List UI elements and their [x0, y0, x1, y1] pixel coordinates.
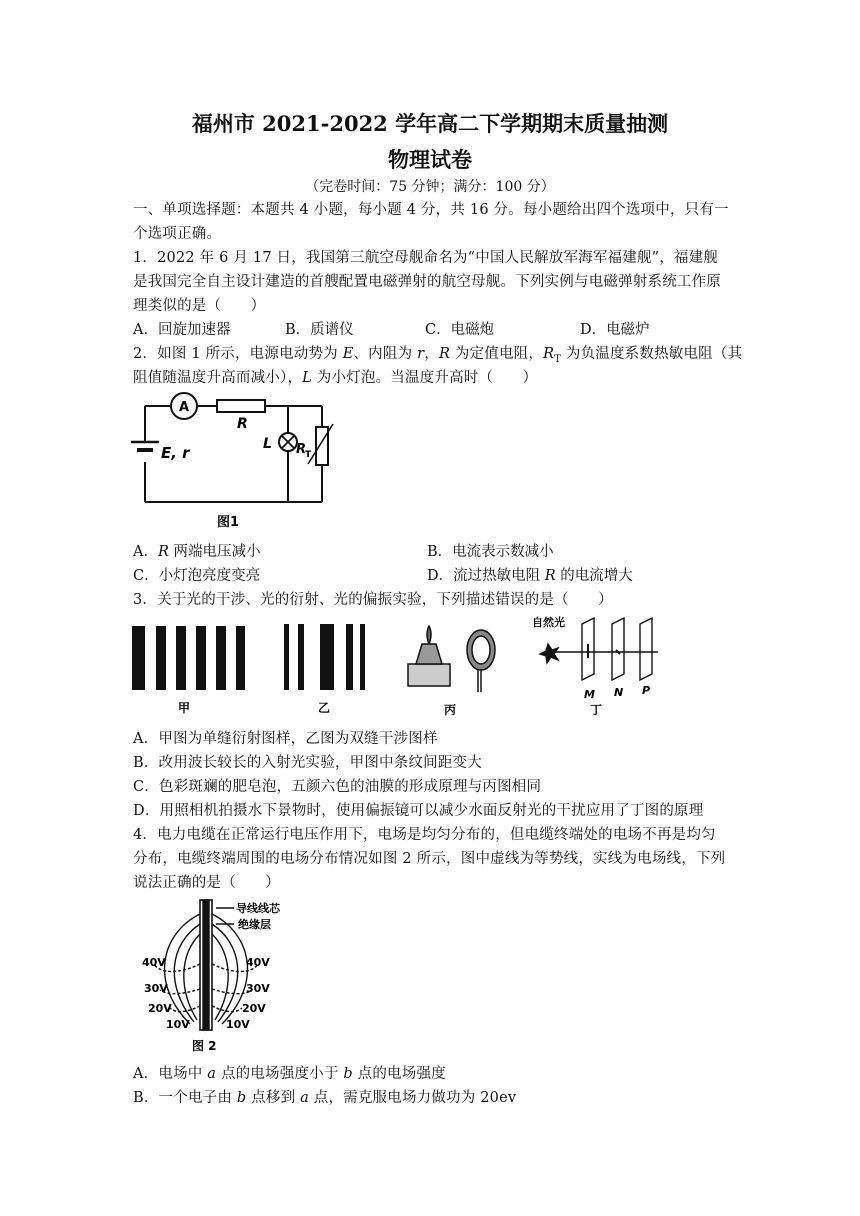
figure-1-caption: 图1	[217, 515, 240, 530]
q1-option-a: A．回旋加速器	[133, 322, 231, 338]
resistor-r-label: R	[237, 416, 248, 432]
thermistor-subscript: T	[305, 450, 312, 460]
exam-title: 福州市 2021-2022 学年高二下学期期末质量抽测	[191, 111, 669, 136]
q2-option-a: A．R 两端电压减小	[133, 544, 261, 560]
potential-10v-right: 10V	[226, 1018, 250, 1031]
exam-info: （完卷时间：75 分钟；满分：100 分）	[305, 179, 555, 195]
q2-text: 2．如图 1 所示，电源电动势为 E、内阻为 r，R 为定值电阻，$R_T$ 为负温度系数热敏电阻（其	[133, 346, 743, 365]
q1-text: 是我国完全自主设计建造的首艘配置电磁弹射的航空母舰。下列实例与电磁弹射系统工作原	[133, 274, 721, 290]
soap-film-apparatus	[408, 626, 495, 692]
ammeter-label: A	[178, 400, 190, 415]
q3-option-c: C．色彩斑斓的肥皂泡，五颜六色的油膜的形成原理与丙图相同	[133, 779, 542, 795]
potential-40v-left: 40V	[142, 956, 166, 969]
q2-option-d: D．流过热敏电阻 R 的电流增大	[427, 568, 633, 584]
panel-jia-label: 甲	[178, 701, 191, 715]
q2-option-b: B．电流表示数减小	[427, 544, 554, 560]
panel-ding-label: 丁	[590, 703, 603, 717]
subject-title: 物理试卷	[388, 147, 472, 172]
potential-40v-right: 40V	[246, 956, 270, 969]
potential-20v-right: 20V	[242, 1002, 266, 1015]
q4-option-a: A．电场中 a 点的电场强度小于 b 点的电场强度	[133, 1066, 446, 1082]
insulation-label: 绝缘层	[238, 918, 271, 931]
natural-light-label: 自然光	[532, 616, 565, 629]
q4-text: 4．电力电缆在正常运行电压作用下，电场是均匀分布的，但电缆终端处的电场不再是均匀	[133, 827, 716, 843]
section-instruction-cont: 个选项正确。	[133, 226, 222, 242]
figure-2-caption: 图 2	[192, 1039, 217, 1053]
double-slit-pattern	[284, 624, 365, 690]
q3-text: 3．关于光的干涉、光的衍射、光的偏振实验，下列描述错误的是（ ）	[133, 592, 613, 608]
q3-option-b: B．改用波长较长的入射光实验，甲图中条纹间距变大	[133, 755, 482, 771]
potential-10v-left: 10V	[166, 1018, 190, 1031]
resistor-r-icon	[217, 400, 265, 412]
q1-text: 1．2022 年 6 月 17 日，我国第三航空母舰命名为“中国人民解放军海军福建舰”，福建舰	[133, 250, 719, 266]
potential-20v-left: 20V	[148, 1002, 172, 1015]
q1-option-b: B．质谱仪	[285, 322, 354, 338]
q4-text: 分布，电缆终端周围的电场分布情况如图 2 所示，图中虚线为等势线，实线为电场线，下列	[133, 851, 726, 867]
q1-text: 理类似的是（ ）	[133, 298, 266, 314]
core-label: 导线线芯	[236, 902, 280, 915]
panel-bing-label: 丙	[444, 703, 457, 717]
q1-option-d: D．电磁炉	[580, 322, 650, 338]
lamp-label: L	[263, 436, 272, 452]
source-label: E, r	[161, 444, 190, 462]
thermistor-label: R	[296, 442, 307, 457]
q2-text: 阻值随温度升高而减小），L 为小灯泡。当温度升高时（ ）	[133, 370, 538, 386]
q1-option-c: C．电磁炮	[425, 322, 495, 338]
q3-option-a: A．甲图为单缝衍射图样，乙图为双缝干涉图样	[133, 731, 438, 747]
potential-30v-right: 30V	[246, 982, 270, 995]
q4-text: 说法正确的是（ ）	[133, 875, 280, 891]
polarizer-n-label: N	[614, 686, 624, 699]
section-instruction: 一、单项选择题：本题共 4 小题，每小题 4 分，共 16 分。每小题给出四个选项中，只有一	[133, 202, 729, 218]
polarizer-p-label: P	[642, 684, 651, 697]
figure-2-field	[140, 894, 310, 1056]
q4-option-b: B．一个电子由 b 点移到 a 点，需克服电场力做功为 20ev	[133, 1090, 517, 1106]
panel-yi-label: 乙	[318, 701, 331, 715]
figure-3-optics	[128, 614, 688, 724]
q3-option-d: D．用照相机拍摄水下景物时，使用偏振镜可以减少水面反射光的干扰应用了丁图的原理	[133, 803, 704, 819]
single-slit-pattern	[132, 626, 245, 690]
q2-option-c: C．小灯泡亮度变亮	[133, 568, 261, 584]
polarizer-m-label: M	[584, 688, 595, 701]
potential-30v-left: 30V	[144, 982, 168, 995]
thermistor-icon	[316, 427, 328, 465]
figure-1-circuit	[125, 392, 335, 534]
